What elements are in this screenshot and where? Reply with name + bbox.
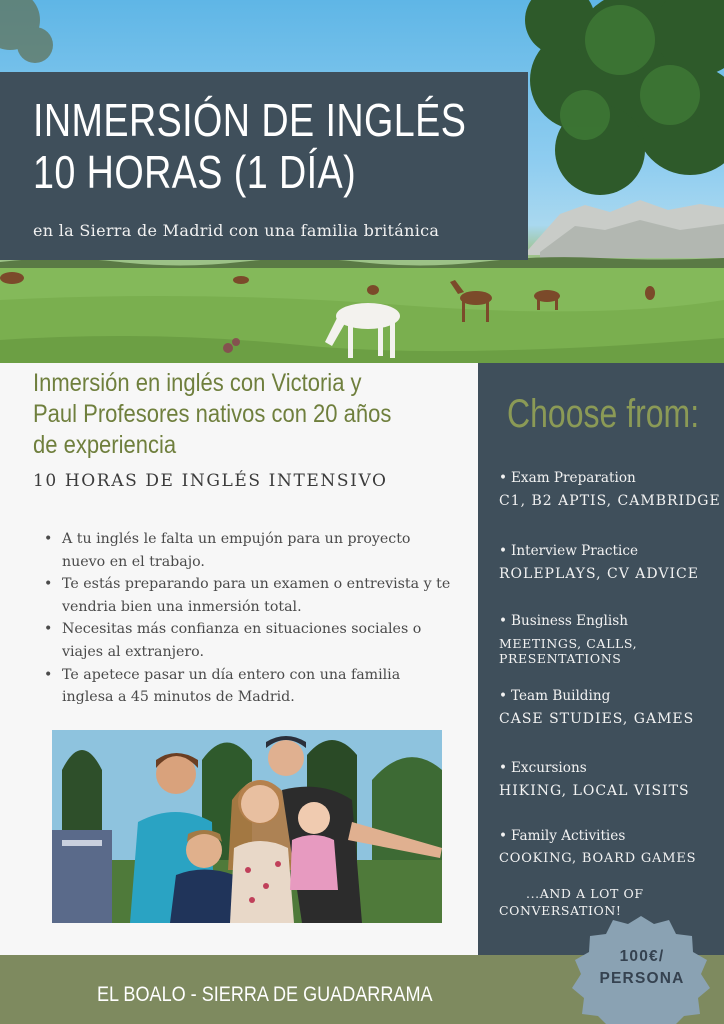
- options-extra-note: ...AND A LOT OF CONVERSATION!: [499, 886, 644, 918]
- page-title: [33, 94, 466, 198]
- option-excursions: [499, 760, 719, 799]
- option-family-activities: [499, 828, 719, 866]
- list-item: • A tu inglés le falta un empujón para un proyecto nuevo en el trabajo.: [44, 528, 454, 573]
- option-title: • Interview Practice: [499, 543, 719, 559]
- option-exam-preparation: [499, 470, 719, 509]
- footer-location: EL BOALO - SIERRA DE GUADARRAMA: [97, 983, 433, 1006]
- option-title: • Exam Preparation: [499, 470, 719, 486]
- option-title: • Family Activities: [499, 828, 719, 844]
- option-detail: C1, B2 APTIS, CAMBRIDGE: [499, 493, 721, 509]
- option-detail: CASE STUDIES, GAMES: [499, 711, 695, 727]
- option-business-english: [499, 613, 719, 666]
- list-item: • Te estás preparando para un examen o entrevista y te vendria bien una inmersión total.: [44, 573, 454, 618]
- family-photo: [52, 730, 442, 923]
- option-title: • Team Building: [499, 688, 719, 704]
- title-line-1: INMERSIÓN DE INGLÉS: [33, 94, 467, 146]
- benefits-list: [44, 528, 454, 709]
- list-item: • Te apetece pasar un día entero con una familia inglesa a 45 minutos de Madrid.: [44, 664, 454, 709]
- price-label: [577, 946, 707, 990]
- intro-heading: Inmersión en inglés con Victoria y Paul Profesores nativos con 20 años de experiencia: [33, 369, 392, 459]
- option-detail: COOKING, BOARD GAMES: [499, 851, 697, 866]
- option-team-building: [499, 688, 719, 727]
- option-title: • Excursions: [499, 760, 719, 776]
- page-subtitle: en la Sierra de Madrid con una familia británica: [33, 221, 440, 240]
- title-line-2: 10 HORAS (1 DÍA): [33, 146, 357, 198]
- option-title: • Business English: [499, 613, 719, 629]
- option-detail: ROLEPLAYS, CV ADVICE: [499, 566, 699, 582]
- family-illustration: [52, 730, 442, 923]
- price-unit: PERSONA: [599, 970, 685, 987]
- option-detail: HIKING, LOCAL VISITS: [499, 783, 690, 799]
- price-amount: 100€/: [619, 948, 665, 965]
- options-heading: Choose from:: [507, 392, 700, 436]
- list-item: • Necesitas más confianza en situaciones sociales o viajes al extranjero.: [44, 618, 454, 663]
- option-interview-practice: [499, 543, 719, 582]
- option-detail: MEETINGS, CALLS, PRESENTATIONS: [499, 636, 638, 666]
- intro-tagline: 10 HORAS DE INGLÉS INTENSIVO: [33, 471, 388, 491]
